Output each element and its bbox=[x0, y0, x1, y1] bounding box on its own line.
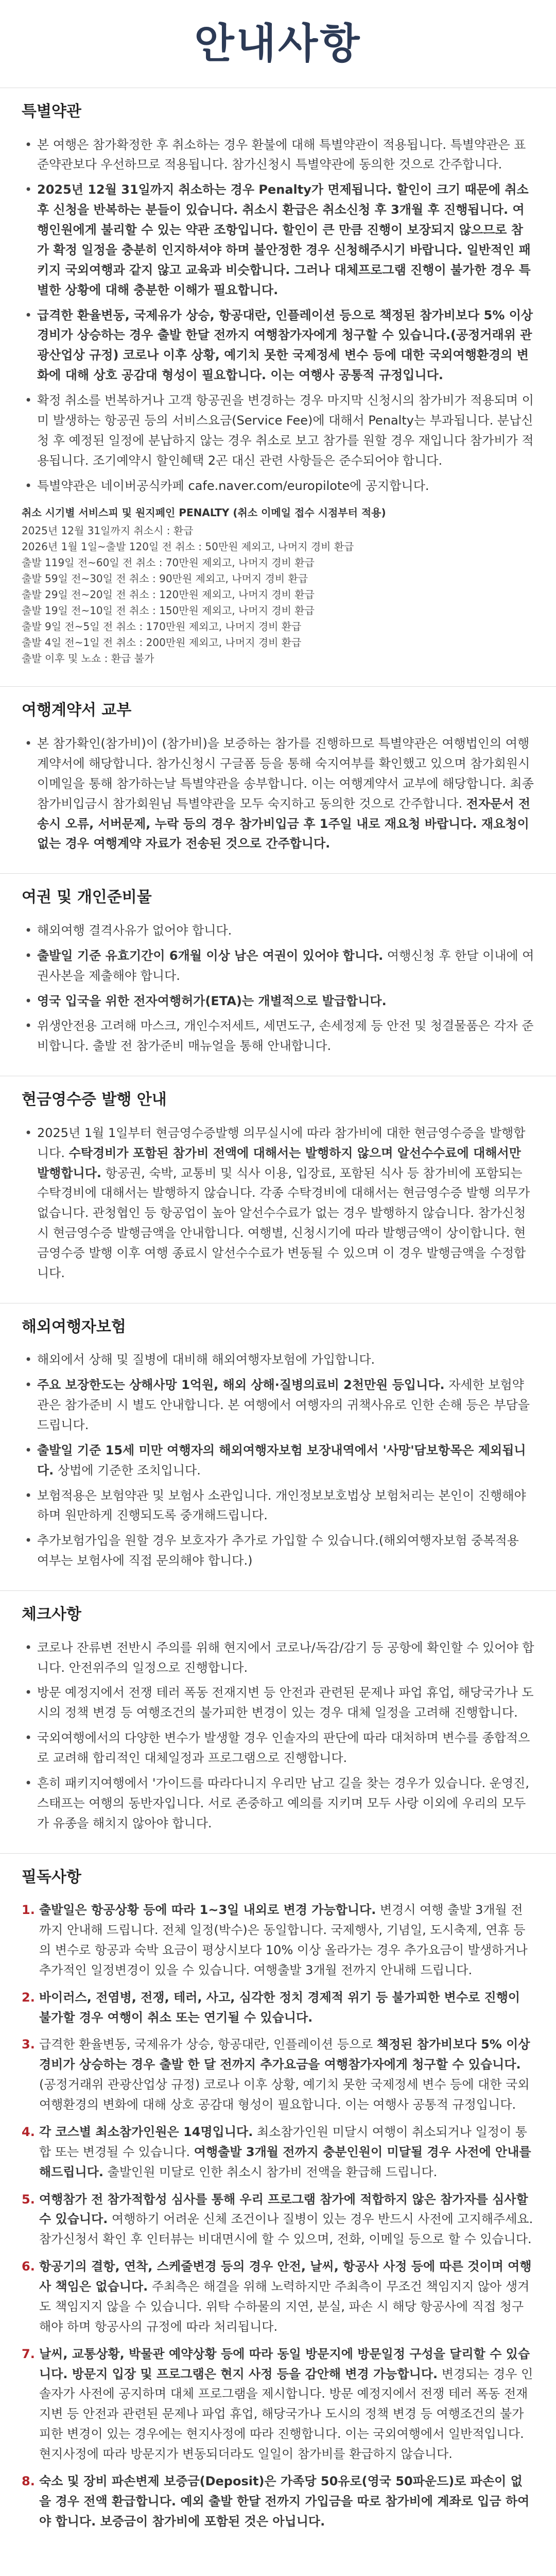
contract-list bbox=[22, 734, 534, 854]
item-text: 출발일 기준 15세 미만 여행자의 해외여행자보험 보장내역에서 '사망'담보항목은 제외됩니다. bbox=[37, 1443, 526, 1478]
item-text: 특별약관은 네이버공식카페 cafe.naver.com/europilote에 공지합니다. bbox=[37, 478, 429, 493]
item-text: 변경되는 경우 인솔자가 사전에 공지하며 대체 프로그램을 제시합니다. 방문 예정지에서 전쟁 테러 폭동 전재지변 등 안전과 관련된 문제나 파업 휴업, 해당국가나 도시의 정책 변경 등 여행조건의 불가피한 변경이 있는 경우에는 현지사정에 따라 진행합니다. 이는 국외여행에서 일반적입니다. 현지사정에 따라 방문지가 변동되더라도 일일이 참가비를 환급하지 않습니다. bbox=[39, 2366, 533, 2462]
list-item bbox=[22, 1988, 534, 2028]
list-item bbox=[22, 1683, 534, 1723]
section-title: 현금영수증 발행 안내 bbox=[22, 1091, 167, 1109]
item-number: 2. bbox=[22, 1990, 35, 2005]
penalty-row: 2025년 12월 31일까지 취소시 : 환급 bbox=[22, 524, 194, 537]
item-text: 급격한 환율변동, 국제유가 상승, 항공대란, 인플레이션 등으로 책정된 참가비보다 5% 이상 경비가 상승하는 경우 출발 한달 전까지 여행참가자에게 청구할 수 있습니다.(공정거래위 관광산업상 규정) 코로나 이후 상황, 예기치 못한 국제정세 변수 등에 대한 국외여행환경의 변화에 대해 상호 공감대 형성이 필요합니다. 이는 여행사 공통적 규정입니다. bbox=[37, 308, 533, 383]
item-text: 2025년 1월 1일부터 현금영수증발행 의무실시에 따라 참가비에 대한 현금영수증을 발행합니다. bbox=[37, 1125, 526, 1160]
item-text: 본 여행은 참가확정한 후 취소하는 경우 환불에 대해 특별약관이 적용됩니다. 특별약관은 표준약관보다 우선하므로 적용됩니다. 참가신청시 특별약관에 동의한 것으로 간주합니다. bbox=[37, 137, 526, 172]
item-text: 숙소 및 장비 파손변제 보증금(Deposit)은 가족당 50유로(영국 50파운드)로 파손이 없을 경우 전액 환급합니다. 예외 출발 한달 전까지 가입금을 따로 참가비에 계좌로 입금 하여야 합니다. 보증금이 참가비에 포함된 것은 아닙니다. bbox=[39, 2473, 530, 2529]
receipt-section bbox=[0, 1076, 556, 1303]
list-item bbox=[22, 1900, 534, 1980]
item-text: 최소참가인원 미달시 여행이 취소되거나 일정이 통합 또는 변경될 수 있습니다. bbox=[39, 2124, 527, 2159]
penalty-row: 2026년 1월 1일~출발 120일 전 취소 : 50만원 제외고, 나머지 경비 환급 bbox=[22, 540, 354, 553]
item-text: 위생안전용 고려해 마스크, 개인수저세트, 세면도구, 손세정제 등 안전 및 청결물품은 각자 준비합니다. 출발 전 참가준비 매뉴얼을 통해 안내합니다. bbox=[37, 1019, 534, 1054]
item-text: 전자문서 전송시 오류, 서버문제, 누락 등의 경우 참가비입금 후 1주일 내로 재요청 바랍니다. 재요청이 없는 경우 여행계약 자료가 전송된 것으로 간주합니다. bbox=[37, 796, 531, 851]
item-text: (공정거래위 관광산업상 규정) 코로나 이후 상황, 예기치 못한 국제정세 변수 등에 대한 국외여행환경의 변화에 대해 상호 공감대 형성이 필요합니다. 이는 여행사 공통적 규정입니다. bbox=[39, 2077, 530, 2112]
item-text: 주요 보장한도는 상해사망 1억원, 해외 상해·질병의료비 2천만원 등입니다. bbox=[37, 1378, 445, 1393]
section-title: 체크사항 bbox=[22, 1605, 81, 1624]
penalty-row: 출발 이후 및 노쇼 : 환급 불가 bbox=[22, 652, 154, 665]
item-text: 출발인원 미달로 인한 취소시 참가비 전액을 환급해 드립니다. bbox=[103, 2164, 438, 2179]
item-text: 해외여행 결격사유가 없어야 합니다. bbox=[37, 923, 232, 938]
list-item bbox=[22, 1350, 534, 1370]
travel-insurance-list bbox=[22, 1350, 534, 1571]
section-title: 여권 및 개인준비물 bbox=[22, 888, 152, 907]
list-item bbox=[22, 991, 534, 1011]
contract-section bbox=[0, 686, 556, 873]
item-text: 여행참가 전 참가적합성 심사를 통해 우리 프로그램 참가에 적합하지 않은 참가자를 심사할 수 있습니다. bbox=[39, 2192, 528, 2227]
passport-section bbox=[0, 873, 556, 1076]
penalty-row: 출발 19일 전~10일 전 취소 : 150만원 제외고, 나머지 경비 환급 bbox=[22, 604, 315, 617]
list-item bbox=[22, 391, 534, 471]
list-item bbox=[22, 734, 534, 854]
cancel-penalty-title: 취소 시기별 서비스피 및 원지페인 PENALTY (취소 이메일 접수 시점부터 적용) bbox=[22, 506, 386, 519]
item-text: 보험적용은 보험약관 및 보험사 소관입니다. 개인정보보호법상 보험처리는 본인이 진행해야 하며 원만하게 진행되도록 중개해드립니다. bbox=[37, 1488, 526, 1523]
section-title: 필독사항 bbox=[22, 1868, 81, 1886]
section-title: 여행계약서 교부 bbox=[22, 701, 132, 720]
travel-insurance-section bbox=[0, 1303, 556, 1590]
list-item bbox=[22, 2035, 534, 2115]
item-number: 6. bbox=[22, 2259, 35, 2274]
item-text: 코로나 잔류변 전반시 주의를 위해 현지에서 코로나/독감/감기 등 공항에 확인할 수 있어야 합니다. 안전위주의 일정으로 진행합니다. bbox=[37, 1640, 534, 1675]
item-text: 흔히 패키지여행에서 '가이드를 따라다니지 우리만 남고 길을 찾는 경우가 있습니다. 운영진, 스태프는 여행의 동반자입니다. 서로 존중하고 예의를 지키며 모두 사랑 이외에 우리의 모두가 유종을 해치지 않아야 합니다. bbox=[37, 1775, 529, 1831]
item-text: 바이러스, 전염병, 전쟁, 테러, 사고, 심각한 정치 경제적 위기 등 불가피한 변수로 진행이 불가할 경우 여행이 취소 또는 연기될 수 있습니다. bbox=[39, 1990, 520, 2025]
penalty-row: 출발 119일 전~60일 전 취소 : 70만원 제외고, 나머지 경비 환급 bbox=[22, 556, 315, 569]
item-text: 날씨, 교통상황, 박물관 예약상황 등에 따라 동일 방문지에 방문일정 구성을 달리할 수 있습니다. 방문지 입장 및 프로그램은 현지 사정 등을 감안해 변경 가능합니다. bbox=[39, 2346, 530, 2381]
section-title: 특별약관 bbox=[22, 103, 81, 121]
list-item bbox=[22, 1440, 534, 1481]
list-item bbox=[22, 946, 534, 986]
list-item bbox=[22, 1638, 534, 1678]
list-item bbox=[22, 921, 534, 941]
cancel-penalty-rows bbox=[22, 523, 534, 667]
list-item bbox=[22, 135, 534, 175]
item-number: 5. bbox=[22, 2192, 35, 2207]
passport-list bbox=[22, 921, 534, 1056]
item-text: 변경시 여행 출발 3개월 전까지 안내해 드립니다. 전체 일정(박수)은 동일합니다. 국제행사, 기념일, 도시축제, 연휴 등의 변수로 항공과 숙박 요금이 평상시보다 10% 이상 올라가는 경우 추가요금이 발생하거나 추가적인 일정변경이 있을 수 있습니다. 여행출발 3개월 전까지 안내해 드립니다. bbox=[39, 1903, 528, 1977]
item-text: 여행신청 후 한달 이내에 여권사본을 제출해야 합니다. bbox=[37, 948, 534, 983]
list-item bbox=[22, 2344, 534, 2464]
item-number: 4. bbox=[22, 2124, 35, 2139]
item-text: 출발일 기준 유효기간이 6개월 이상 남은 여권이 있어야 합니다. bbox=[37, 948, 384, 963]
item-text: 2025년 12월 31일까지 취소하는 경우 Penalty가 면제됩니다. 할인이 크기 때문에 취소 후 신청을 반복하는 분들이 있습니다. 취소시 환급은 취소신청 후 3개월 후 진행됩니다. 여행인원에게 불리할 수 있는 약관 조항입니다. 할인이 큰 만큼 진행이 보장되지 않으므로 참가 확정 일정을 충분히 인지하셔야 하며 불안정한 경우 신청해주시기 바랍니다. 일반적인 패키지 국외여행과 같지 않고 교육과 비슷합니다. 그러나 대체프로그램 진행이 불가한 경우 특별한 상황에 대해 충분한 이해가 필요합니다. bbox=[37, 182, 531, 297]
item-number: 7. bbox=[22, 2346, 35, 2361]
list-item bbox=[22, 1728, 534, 1768]
list-item bbox=[22, 1773, 534, 1834]
list-item bbox=[22, 476, 534, 496]
safety-section bbox=[0, 1590, 556, 1853]
list-item bbox=[22, 2122, 534, 2182]
item-text: 추가보험가입을 원할 경우 보호자가 추가로 가입할 수 있습니다.(해외여행자보험 중복적용 여부는 보험사에 직접 문의해야 합니다.) bbox=[37, 1533, 519, 1568]
page-header bbox=[0, 0, 556, 88]
item-text: 자세한 보험약관은 참가준비 시 별도 안내합니다. 본 여행에서 여행자의 귀책사유로 인한 손해 등은 부담을 드립니다. bbox=[37, 1378, 530, 1432]
item-text: 상법에 기준한 조치입니다. bbox=[54, 1463, 201, 1478]
item-text: 본 참가확인(참가비)이 (참가비)을 보증하는 참가를 진행하므로 특별약관은 여행법인의 여행계약서에 해당합니다. 참가신청시 구글폼 등을 통해 숙지여부를 확인했고 있으며 참가회원시 이메일을 통해 참가하는날 특별약관을 송부합니다. 이는 여행계약서 교부에 해당합니다. 최종 참가비입금시 참가회원님 특별약관을 모두 숙지하고 동의한 것으로 간주합니다. bbox=[37, 736, 534, 811]
list-item bbox=[22, 2471, 534, 2532]
penalty-row: 출발 9일 전~5일 전 취소 : 170만원 제외고, 나머지 경비 환급 bbox=[22, 620, 302, 633]
list-item bbox=[22, 1016, 534, 1056]
item-text: 해외에서 상해 및 질병에 대비해 해외여행자보험에 가입합니다. bbox=[37, 1352, 375, 1367]
item-number: 1. bbox=[22, 1903, 35, 1918]
list-item bbox=[22, 2257, 534, 2337]
list-item bbox=[22, 2190, 534, 2250]
item-number: 8. bbox=[22, 2473, 35, 2488]
item-text: 여행하기 어려운 신체 조건이나 질병이 있는 경우 반드시 사전에 고지해주세요. 참가신청서 확인 후 인터뷰는 비대면시에 할 수 있으며, 전화, 이메일 등으로 할 수 있습니다. bbox=[39, 2212, 533, 2247]
receipt-list bbox=[22, 1123, 534, 1283]
penalty-row: 출발 59일 전~30일 전 취소 : 90만원 제외고, 나머지 경비 환급 bbox=[22, 572, 308, 585]
item-text: 국외여행에서의 다양한 변수가 발생할 경우 인솔자의 판단에 따라 대처하며 변수를 종합적으로 교려해 합리적인 대체일정과 프로그램으로 진행합니다. bbox=[37, 1731, 530, 1766]
penalty-row: 출발 4일 전~1일 전 취소 : 200만원 제외고, 나머지 경비 환급 bbox=[22, 636, 302, 649]
list-item bbox=[22, 306, 534, 386]
item-text: 주최측은 해결을 위해 노력하지만 주최측이 무조건 책임지지 않아 생겨도 책임지지 않을 수 있습니다. 위탁 수하물의 지연, 분실, 파손 시 해당 항공사에 직접 청구해야 하며 항공사의 규정에 따라 처리됩니다. bbox=[39, 2279, 530, 2334]
list-item bbox=[22, 1486, 534, 1526]
item-text: 방문 예정지에서 전쟁 테러 폭동 전재지변 등 안전과 관련된 문제나 파업 휴업, 해당국가나 도시의 정책 변경 등 여행조건의 불가피한 변경이 있는 경우 대체 일정을 고려해 진행합니다. bbox=[37, 1685, 534, 1720]
list-item bbox=[22, 1531, 534, 1571]
item-text: 영국 입국을 위한 전자여행허가(ETA)는 개별적으로 발급합니다. bbox=[37, 993, 387, 1008]
must-read-section bbox=[0, 1853, 556, 2553]
item-text: 항공기의 결항, 연착, 스케줄변경 등의 경우 안전, 날씨, 항공사 사정 등에 따른 것이며 여행사 책임은 없습니다. bbox=[39, 2259, 532, 2294]
special-terms-list bbox=[22, 135, 534, 496]
section-title: 해외여행자보험 bbox=[22, 1317, 126, 1336]
item-text: 항공권, 숙박, 교통비 및 식사 이용, 입장료, 포함된 식사 등 참가비에 포함되는 수탁경비에 대해서는 발행하지 않습니다. 각종 수탁경비에 대해서는 현금영수증 발행 의무가 없습니다. 관청협인 등 항공업이 높아 알선수수료가 없는 경우 발행하지 않습니다. 참가신청시 현금영수증 발행금액을 안내합니다. 여행별, 신청시기에 따라 발행금액이 상이합니다. 현금영수증 발행 이후 여행 종료시 알선수수료가 변동될 수 있으며 이 경우 발행금액을 수정합니다. bbox=[37, 1165, 530, 1280]
special-terms-section bbox=[0, 88, 556, 686]
cancel-penalty-table bbox=[22, 505, 534, 667]
item-text: 급격한 환율변동, 국제유가 상승, 항공대란, 인플레이션 등으로 bbox=[39, 2037, 377, 2052]
item-text: 각 코스별 최소참가인원은 14명입니다. bbox=[39, 2124, 253, 2139]
item-text: 여행출발 3개월 전까지 충분인원이 미달될 경우 사전에 안내를 해드립니다. bbox=[39, 2144, 531, 2179]
must-read-list bbox=[22, 1900, 534, 2531]
item-text: 수탁경비가 포함된 참가비 전액에 대해서는 발행하지 않으며 알선수수료에 대해서만 발행합니다. bbox=[37, 1145, 521, 1180]
item-number: 3. bbox=[22, 2037, 35, 2052]
list-item bbox=[22, 180, 534, 300]
list-item bbox=[22, 1375, 534, 1435]
penalty-row: 출발 29일 전~20일 전 취소 : 120만원 제외고, 나머지 경비 환급 bbox=[22, 588, 315, 601]
safety-list bbox=[22, 1638, 534, 1834]
item-text: 확정 취소를 번복하거나 고객 항공권을 변경하는 경우 마지막 신청시의 참가비가 적용되며 이미 발생하는 항공권 등의 서비스요금(Service Fee)에 대해서 Penalty는 부과됩니다. 분납신청 후 예정된 일정에 분납하지 않는 경우 취소로 보고 참가를 원할 경우 재입니다 참가비가 적용됩니다. 조기예약시 할인혜택 2곤 대신 관련 사항들은 준수되어야 합니다. bbox=[37, 393, 534, 468]
item-text: 출발일은 항공상황 등에 따라 1~3일 내외로 변경 가능합니다. bbox=[39, 1903, 376, 1918]
item-text: 책정된 참가비보다 5% 이상 경비가 상승하는 경우 출발 한 달 전까지 추가요금을 여행참가자에게 청구할 수 있습니다. bbox=[39, 2037, 530, 2072]
list-item bbox=[22, 1123, 534, 1283]
page-title: 안내사항 bbox=[194, 20, 362, 68]
